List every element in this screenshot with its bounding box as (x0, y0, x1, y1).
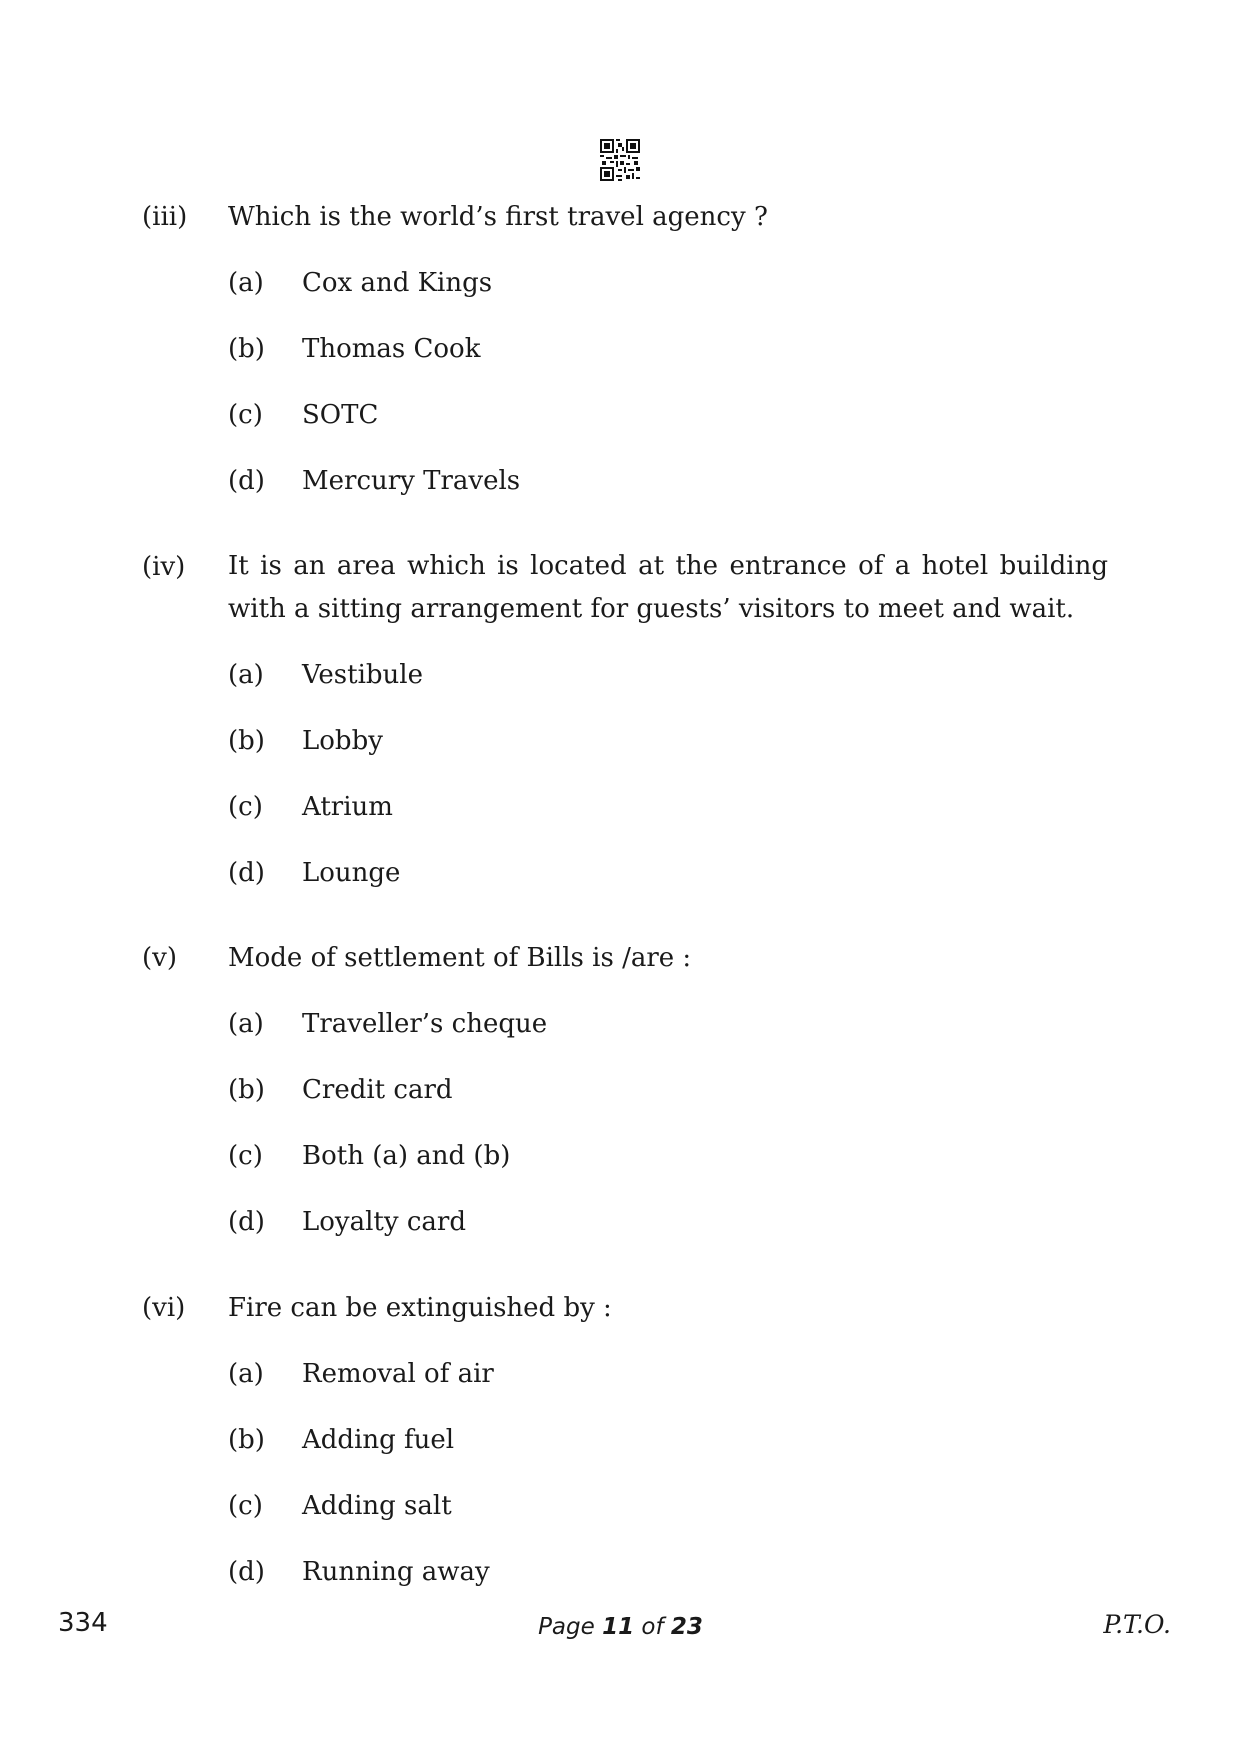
option-letter: (b) (228, 726, 265, 756)
option-letter: (a) (228, 1359, 264, 1389)
option-letter: (d) (228, 466, 265, 496)
question-number: (iv) (142, 552, 186, 582)
option-letter: (c) (228, 1491, 263, 1521)
page-number (0, 1612, 1241, 1642)
page-of: of (641, 1614, 664, 1640)
option-letter: (a) (228, 1009, 264, 1039)
option-text: Credit card (302, 1075, 453, 1105)
question-number: (vi) (142, 1293, 186, 1323)
option-text: SOTC (302, 400, 379, 430)
option-letter: (a) (228, 660, 264, 690)
option-letter: (c) (228, 792, 263, 822)
option-text: Vestibule (302, 660, 423, 690)
option-text: Atrium (302, 792, 393, 822)
option-text: Adding salt (302, 1491, 452, 1521)
paper-code: 334 (58, 1608, 108, 1638)
pto-label: P.T.O. (1103, 1610, 1171, 1639)
option-text: Cox and Kings (302, 268, 493, 298)
option-letter: (b) (228, 334, 265, 364)
option-letter: (b) (228, 1075, 265, 1105)
option-letter: (d) (228, 858, 265, 888)
option-text: Traveller’s cheque (302, 1009, 548, 1039)
qr-code-icon (600, 139, 640, 181)
option-letter: (c) (228, 1141, 263, 1171)
option-text: Mercury Travels (302, 466, 521, 496)
option-text: Removal of air (302, 1359, 494, 1389)
page-current: 11 (602, 1614, 635, 1640)
option-text: Running away (302, 1557, 490, 1587)
question-text: Which is the world’s first travel agency ? (228, 202, 768, 232)
question-number: (iii) (142, 202, 188, 232)
option-text: Both (a) and (b) (302, 1141, 511, 1171)
option-letter: (b) (228, 1425, 265, 1455)
option-letter: (d) (228, 1207, 265, 1237)
question-text: Mode of settlement of Bills is /are : (228, 943, 692, 973)
option-text: Lobby (302, 726, 383, 756)
option-text: Loyalty card (302, 1207, 466, 1237)
option-text: Lounge (302, 858, 401, 888)
option-letter: (a) (228, 268, 264, 298)
question-text: Fire can be extinguished by : (228, 1293, 612, 1323)
option-text: Thomas Cook (302, 334, 481, 364)
page-total: 23 (670, 1614, 703, 1640)
option-text: Adding fuel (302, 1425, 455, 1455)
question-number: (v) (142, 943, 177, 973)
page-label: Page (538, 1614, 595, 1640)
option-letter: (c) (228, 400, 263, 430)
question-text: It is an area which is located at the entrance of a hotel building with a sitting arrangement for guests’ visitors to meet and wait. (228, 551, 1108, 624)
option-letter: (d) (228, 1557, 265, 1587)
